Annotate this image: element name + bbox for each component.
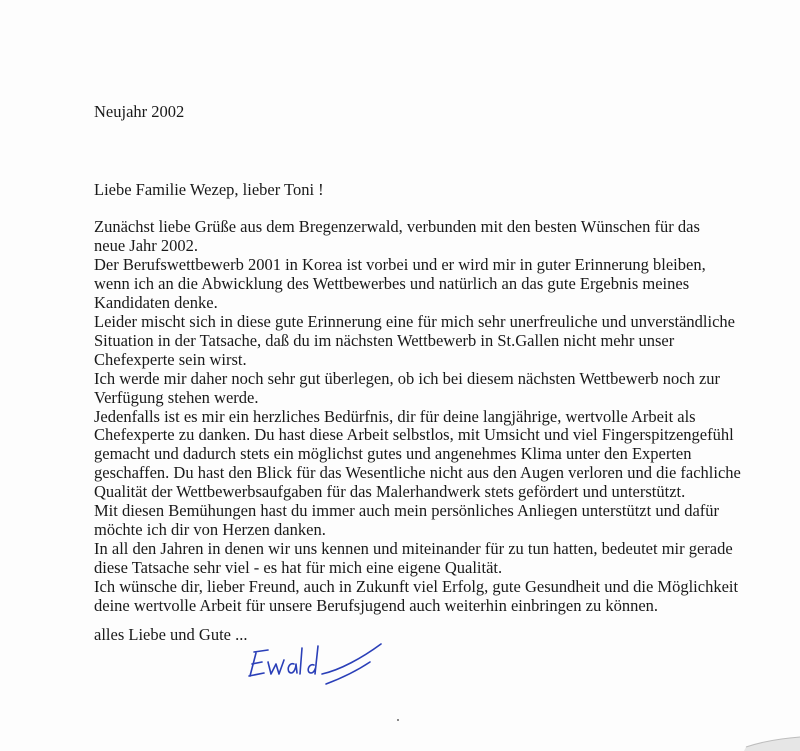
letter-line: diese Tatsache sehr viel - es hat für mich eine eigene Qualität.: [94, 558, 503, 578]
letter-line: Leider mischt sich in diese gute Erinnerung eine für mich sehr unerfreuliche und unverständliche: [94, 311, 735, 331]
letter-line: Chefexperte sein wirst.: [94, 349, 247, 369]
letter-line: Zunächst liebe Grüße aus dem Bregenzerwald, verbunden mit den besten Wünschen für das: [94, 217, 700, 236]
letter-line: Situation in der Tatsache, daß du im nächsten Wettbewerb in St.Gallen nicht mehr unser: [94, 330, 675, 350]
letter-line: Der Berufswettbewerb 2001 in Korea ist vorbei und er wird mir in guter Erinnerung bleiben,: [94, 254, 706, 274]
letter-line: Chefexperte zu danken. Du hast diese Arbeit selbstlos, mit Umsicht und viel Fingerspitzengefühl: [94, 425, 734, 445]
scan-edge-mark: [740, 729, 800, 751]
letter-line: Ich werde mir daher noch sehr gut überlegen, ob ich bei diesem nächsten Wettbewerb noch zur: [94, 368, 721, 388]
letter-line: Jedenfalls ist es mir ein herzliches Bedürfnis, dir für deine langjährige, wertvolle Arbeit als: [94, 406, 696, 426]
letter-body: [94, 218, 794, 616]
letter-date: Neujahr 2002: [94, 102, 185, 121]
letter-line: In all den Jahren in denen wir uns kennen und miteinander für zu tun hatten, bedeutet mir gerade: [94, 539, 733, 559]
letter-line: Verfügung stehen werde.: [94, 387, 259, 407]
letter-line: Qualität der Wettbewerbsaufgaben für das Malerhandwerk stets gefördert und unterstützt.: [94, 482, 686, 502]
letter-line: geschaffen. Du hast den Blick für das Wesentliche nicht aus den Augen verloren und die fachliche: [94, 463, 741, 483]
letter-line: deine wertvolle Arbeit für unsere Berufsjugend auch weiterhin einbringen zu können.: [94, 596, 659, 616]
letter-salutation: Liebe Familie Wezep, lieber Toni !: [94, 180, 324, 199]
letter-closing: alles Liebe und Gute ...: [94, 625, 248, 644]
handwritten-signature: [244, 640, 394, 690]
letter-line: Mit diesen Bemühungen hast du immer auch mein persönliches Anliegen unterstützt und dafür: [94, 501, 720, 521]
letter-line: neue Jahr 2002.: [94, 235, 199, 255]
letter-line: möchte ich dir von Herzen danken.: [94, 520, 326, 540]
paper-speck: [397, 719, 399, 721]
letter-line: Ich wünsche dir, lieber Freund, auch in Zukunft viel Erfolg, gute Gesundheit und die Möglichkeit: [94, 577, 739, 597]
letter-line: Kandidaten denke.: [94, 292, 218, 312]
letter-line: gemacht und dadurch stets ein möglichst gutes und angenehmes Klima unter den Experten: [94, 444, 692, 464]
letter-line: wenn ich an die Abwicklung des Wettbewerbes und natürlich an das gute Ergebnis meines: [94, 273, 690, 293]
